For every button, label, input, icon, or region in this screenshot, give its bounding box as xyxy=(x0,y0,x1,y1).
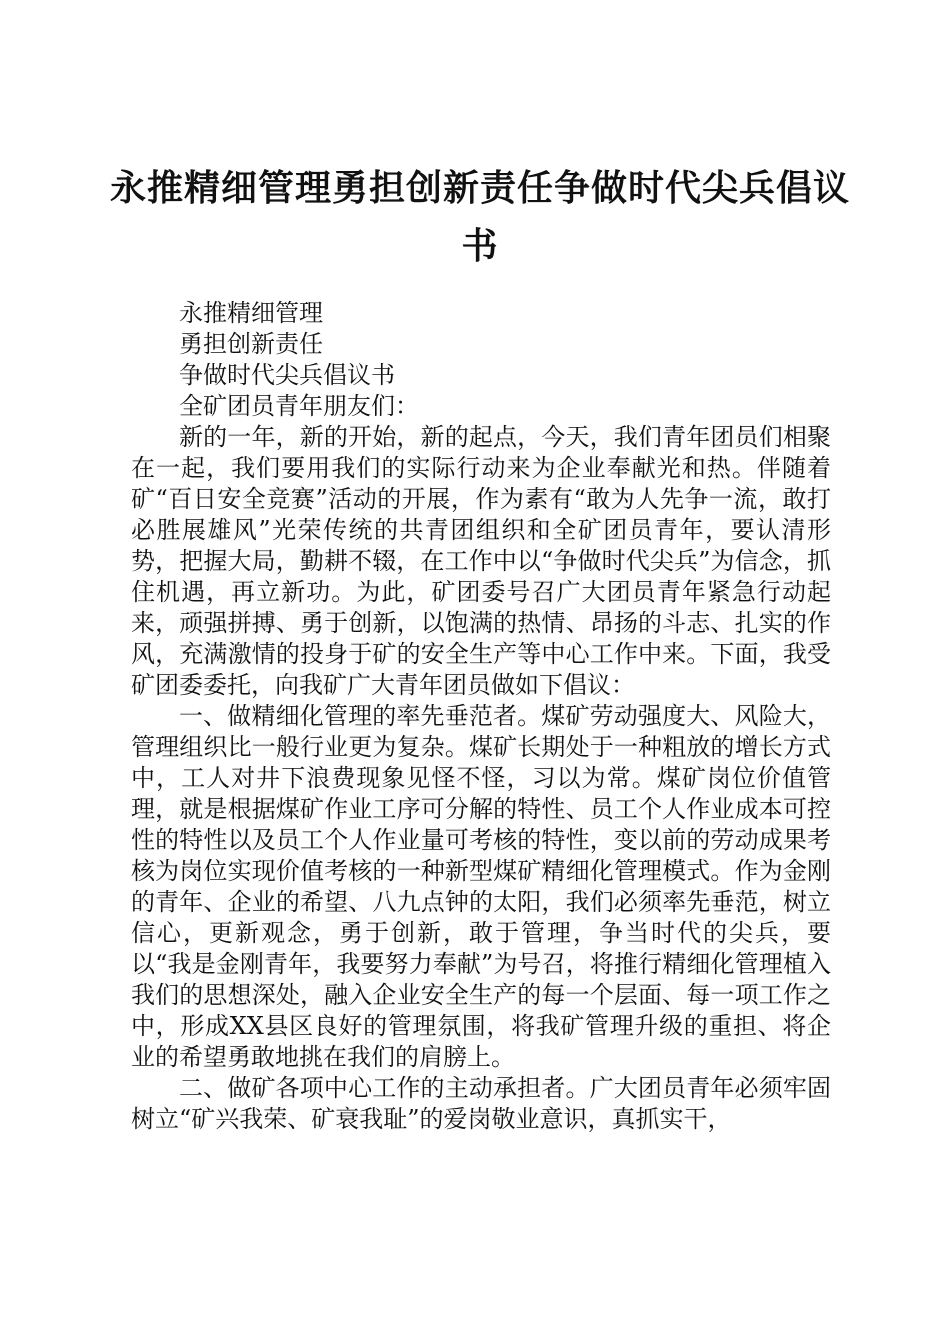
subtitle-line-2: 勇担创新责任 xyxy=(179,330,323,358)
subtitle-line-3: 争做时代尖兵倡议书 xyxy=(179,361,395,389)
proposal-two-paragraph: 二、做矿各项中心工作的主动承担者。广大团员青年必须牢固树立“矿兴我荣、矿衰我耻”的爱岗敬业意识，真抓实干， xyxy=(131,1074,831,1133)
document-body xyxy=(131,298,831,1135)
salutation: 全矿团员青年朋友们： xyxy=(179,392,419,420)
document-title: 永推精细管理勇担创新责任争做时代尖兵倡议书 xyxy=(110,168,851,267)
intro-paragraph: 新的一年，新的开始，新的起点，今天，我们青年团员们相聚在一起，我们要用我们的实际行动来为企业奉献光和热。伴随着矿“百日安全竞赛”活动的开展，作为素有“敢为人先争一流，敢打必胜展雄风”光荣传统的共青团组织和全矿团员青年，要认清形势，把握大局，勤耕不辍，在工作中以“争做时代尖兵”为信念，抓住机遇，再立新功。为此，矿团委号召广大团员青年紧急行动起来，顽强拼搏、勇于创新，以饱满的热情、昂扬的斗志、扎实的作风，充满激情的投身于矿的安全生产等中心工作中来。下面，我受矿团委委托，向我矿广大青年团员做如下倡议： xyxy=(131,423,831,699)
subtitle-line-1: 永推精细管理 xyxy=(179,299,323,327)
proposal-one-paragraph: 一、做精细化管理的率先垂范者。煤矿劳动强度大、风险大，管理组织比一般行业更为复杂。煤矿长期处于一种粗放的增长方式中，工人对井下浪费现象见怪不怪，习以为常。煤矿岗位价值管理，就是根据煤矿作业工序可分解的特性、员工个人作业成本可控性的特性以及员工个人作业量可考核的特性，变以前的劳动成果考核为岗位实现价值考核的一种新型煤矿精细化管理模式。作为金刚的青年、企业的希望、八九点钟的太阳，我们必须率先垂范，树立信心，更新观念，勇于创新，敢于管理，争当时代的尖兵，要以“我是金刚青年，我要努力奉献”为号召，将推行精细化管理植入我们的思想深处，融入企业安全生产的每一个层面、每一项工作之中，形成XX县区良好的管理氛围，将我矿管理升级的重担、将企业的希望勇敢地挑在我们的肩膀上。 xyxy=(131,702,831,1071)
